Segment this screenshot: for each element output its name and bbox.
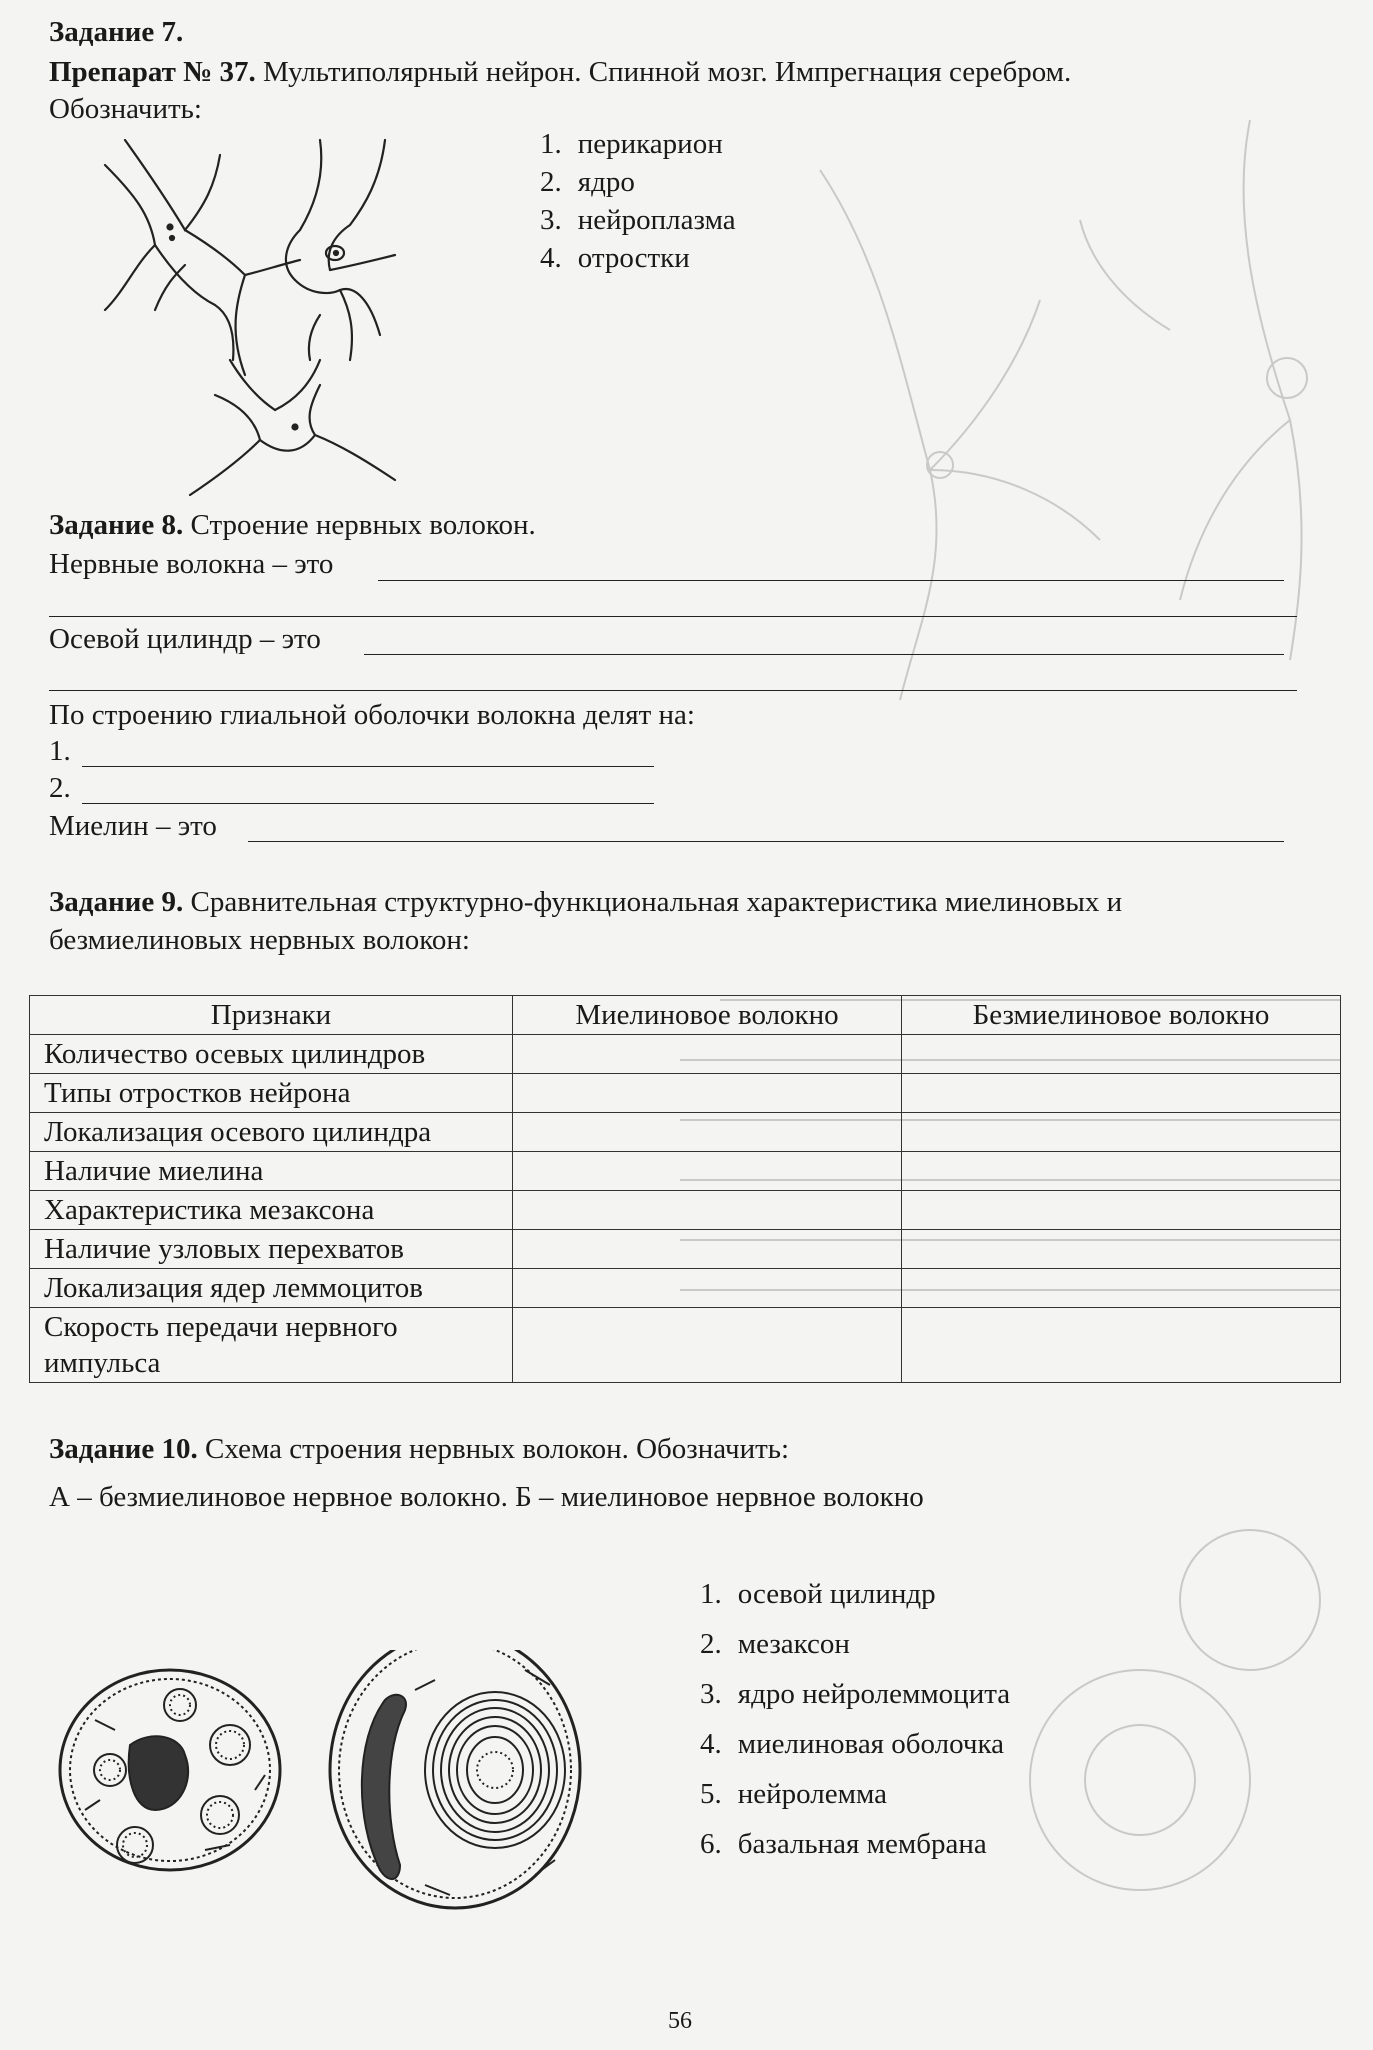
answer-cell[interactable] <box>513 1113 902 1152</box>
table-row <box>30 1074 1341 1113</box>
answer-cell[interactable] <box>513 1074 902 1113</box>
list-item: 5. нейролемма <box>700 1778 887 1810</box>
task7-title: Задание 7. <box>49 16 184 48</box>
answer-cell[interactable] <box>902 1308 1341 1383</box>
answer-line[interactable] <box>82 766 654 767</box>
row-label: Скорость передачи нервного импульса <box>30 1308 513 1383</box>
nerve-fibers-drawing <box>55 1650 585 1940</box>
list-item: 2. мезаксон <box>700 1628 850 1660</box>
row-label: Наличие узловых перехватов <box>30 1230 513 1269</box>
task10-subtitle: А – безмиелиновое нервное волокно. Б – миелиновое нервное волокно <box>49 1481 924 1513</box>
task10-label-list <box>700 1578 1010 1878</box>
row-label: Количество осевых цилиндров <box>30 1035 513 1074</box>
list-item: 4. миелиновая оболочка <box>700 1728 1004 1760</box>
answer-cell[interactable] <box>513 1035 902 1074</box>
page-number: 56 <box>668 2008 692 2034</box>
answer-cell[interactable] <box>902 1269 1341 1308</box>
table-row <box>30 1113 1341 1152</box>
answer-line[interactable] <box>378 580 1284 581</box>
task9-heading: Задание 9. Сравнительная структурно-функциональная характеристика миелиновых и <box>49 886 1123 918</box>
task9-title: Задание 9. <box>49 886 184 918</box>
table-row <box>30 1269 1341 1308</box>
answer-line[interactable] <box>248 841 1284 842</box>
answer-cell[interactable] <box>513 1308 902 1383</box>
task9-heading-line2: безмиелиновых нервных волокон: <box>49 924 470 956</box>
column-header: Признаки <box>30 996 513 1035</box>
row-label: Характеристика мезаксона <box>30 1191 513 1230</box>
answer-line[interactable] <box>82 803 654 804</box>
task8-heading: Задание 8. Строение нервных волокон. <box>49 509 536 541</box>
table-row <box>30 1152 1341 1191</box>
comparison-table <box>29 995 1341 1383</box>
answer-cell[interactable] <box>513 1230 902 1269</box>
task7-prep-text: Мультиполярный нейрон. Спинной мозг. Импрегнация серебром. <box>263 56 1072 88</box>
row-label: Локализация осевого цилиндра <box>30 1113 513 1152</box>
task7-preparation <box>49 55 1071 89</box>
answer-cell[interactable] <box>902 1152 1341 1191</box>
table-row <box>30 1230 1341 1269</box>
list-item: 4. отростки <box>540 242 690 274</box>
list-item: 1. перикарион <box>540 128 723 160</box>
multipolar-neurons-drawing <box>95 135 415 505</box>
task7-prep-label: Препарат № 37. <box>49 56 256 88</box>
table-header-row <box>30 996 1341 1035</box>
task8-list-number: 1. <box>49 735 71 767</box>
answer-cell[interactable] <box>902 1074 1341 1113</box>
answer-cell[interactable] <box>902 1113 1341 1152</box>
list-item: 3. нейроплазма <box>540 204 736 236</box>
task7-label-list <box>540 128 736 280</box>
row-label: Типы отростков нейрона <box>30 1074 513 1113</box>
table-row <box>30 1035 1341 1074</box>
list-item: 1. осевой цилиндр <box>700 1578 936 1610</box>
table-row <box>30 1191 1341 1230</box>
task8-title: Задание 8. <box>49 509 184 541</box>
answer-cell[interactable] <box>513 1191 902 1230</box>
row-label: Локализация ядер леммоцитов <box>30 1269 513 1308</box>
answer-cell[interactable] <box>513 1152 902 1191</box>
list-item: 2. ядро <box>540 166 635 198</box>
row-label: Наличие миелина <box>30 1152 513 1191</box>
answer-line[interactable] <box>49 616 1297 617</box>
answer-line[interactable] <box>364 654 1284 655</box>
answer-cell[interactable] <box>902 1035 1341 1074</box>
answer-line[interactable] <box>49 690 1297 691</box>
answer-cell[interactable] <box>902 1191 1341 1230</box>
task10-heading: Задание 10. Схема строения нервных волокон. Обозначить: <box>49 1433 790 1465</box>
column-header: Миелиновое волокно <box>513 996 902 1035</box>
table-row <box>30 1308 1341 1383</box>
column-header: Безмиелиновое волокно <box>902 996 1341 1035</box>
list-item: 3. ядро нейролеммоцита <box>700 1678 1011 1710</box>
task8-question-axis-cylinder: Осевой цилиндр – это <box>49 623 321 655</box>
task8-question-classification: По строению глиальной оболочки волокна делят на: <box>49 699 695 731</box>
answer-cell[interactable] <box>513 1269 902 1308</box>
list-item: 6. базальная мембрана <box>700 1828 987 1860</box>
answer-cell[interactable] <box>902 1230 1341 1269</box>
task8-question-myelin: Миелин – это <box>49 810 217 842</box>
task10-title: Задание 10. <box>49 1433 198 1465</box>
task8-list-number: 2. <box>49 772 71 804</box>
task8-question-fibers: Нервные волокна – это <box>49 548 334 580</box>
task7-designate: Обозначить: <box>49 93 202 125</box>
